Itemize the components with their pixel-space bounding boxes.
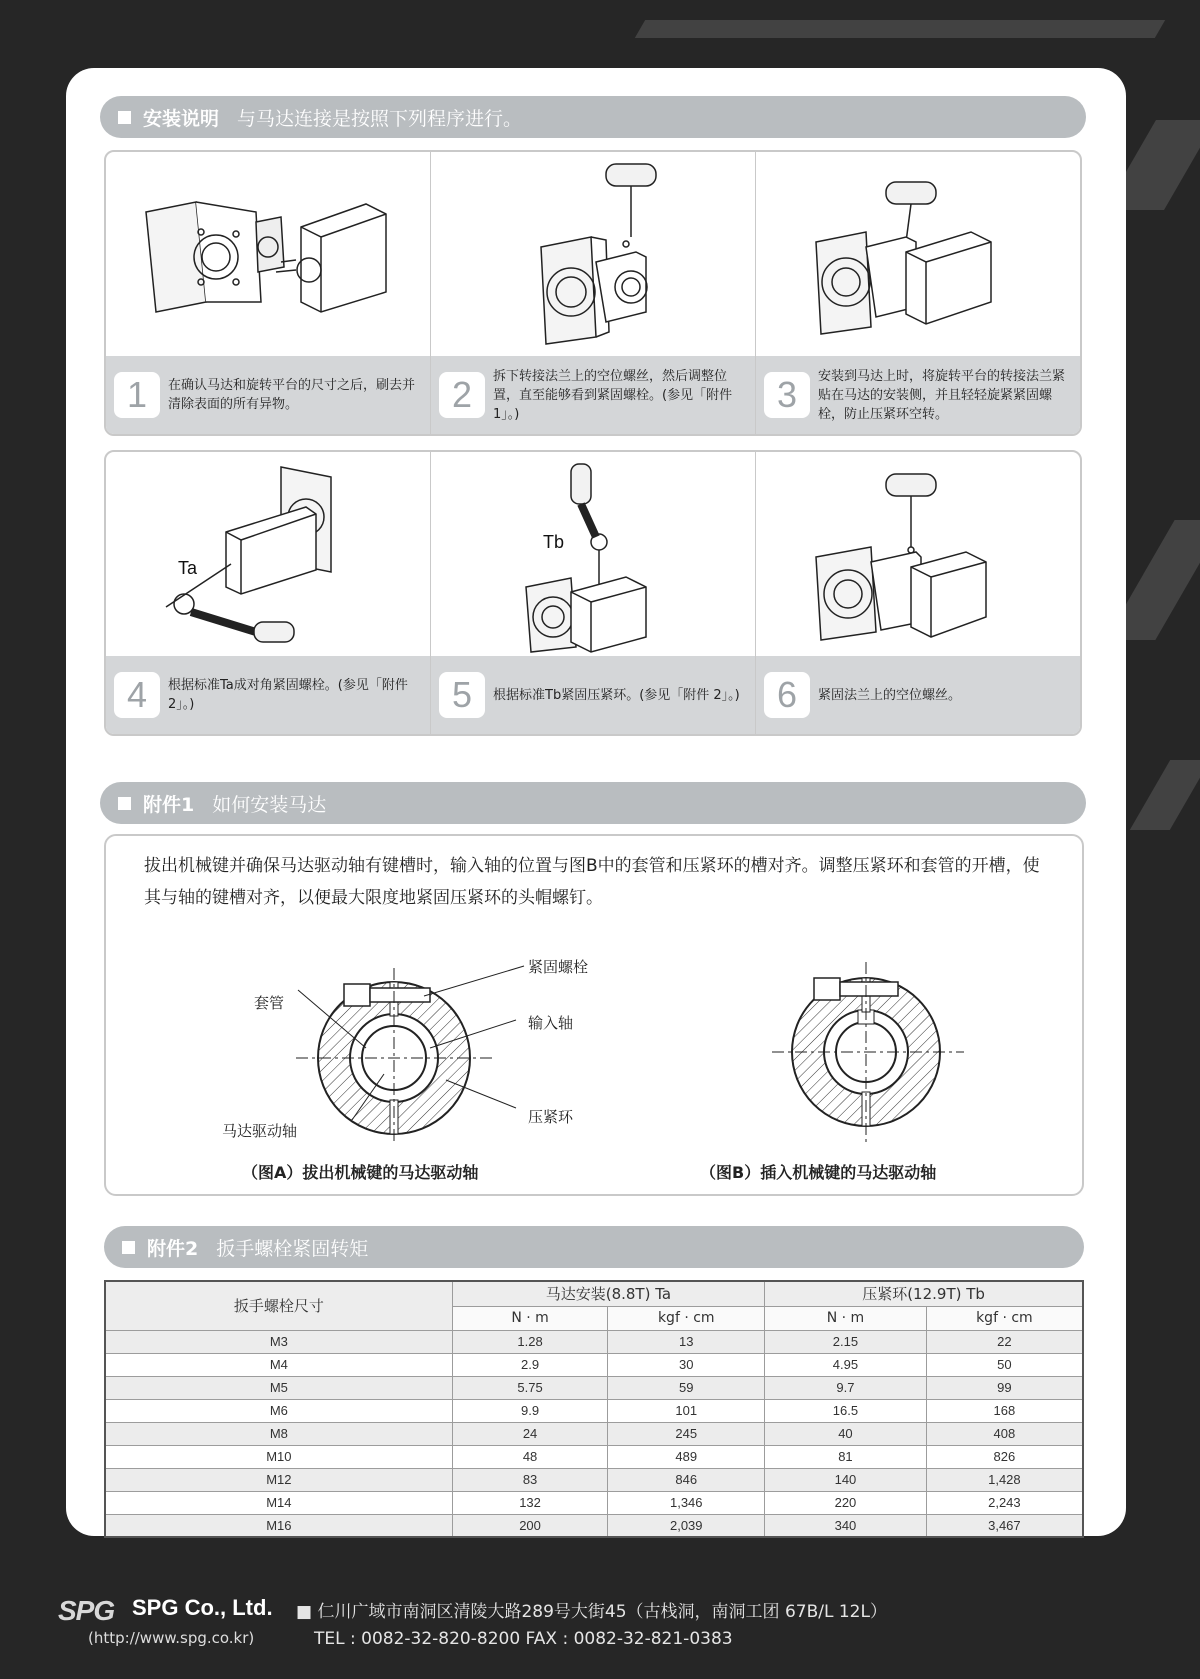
table-row xyxy=(105,1514,1083,1537)
appendix1-paragraph: 拔出机械键并确保马达驱动轴有键槽时，输入轴的位置与图B中的套管和压紧环的槽对齐。调整压紧环和套管的开槽，使其与轴的键槽对齐，以便最大限度地紧固压紧环的头帽螺钉。 xyxy=(144,856,1040,908)
table-cell-bolt-size: M10 xyxy=(105,1445,452,1468)
torque-table xyxy=(104,1280,1084,1538)
label-fastening-bolt: 紧固螺栓 xyxy=(528,958,589,976)
step-2-number: 2 xyxy=(439,372,485,418)
header-unit-kgf: kgf · cm xyxy=(926,1306,1083,1330)
company-name: SPG Co., Ltd. xyxy=(132,1595,273,1620)
install-heading-bold: 安装说明 xyxy=(143,107,220,130)
table-cell-value: 245 xyxy=(608,1422,765,1445)
table-row xyxy=(105,1330,1083,1353)
footer xyxy=(0,1585,1200,1679)
header-clamp-ring: 压紧环(12.9T) Tb xyxy=(765,1281,1083,1306)
table-cell-value: 1,346 xyxy=(608,1491,765,1514)
step-5-illustration xyxy=(431,452,751,656)
table-cell-value: 9.9 xyxy=(452,1399,608,1422)
company-address: ■ 仁川广域市南洞区清陵大路289号大街45（古栈洞，南洞工团 67B/L 12L） xyxy=(296,1602,887,1622)
square-bullet-icon xyxy=(118,111,131,124)
company-phone-fax: TEL : 0082-32-820-8200 FAX : 0082-32-821-0383 xyxy=(314,1629,733,1649)
step-6-caption xyxy=(756,656,1080,734)
step-4-number: 4 xyxy=(114,672,160,718)
table-cell-value: 83 xyxy=(452,1468,608,1491)
figure-a xyxy=(206,948,606,1148)
step-5-caption xyxy=(431,656,755,734)
table-cell-bolt-size: M12 xyxy=(105,1468,452,1491)
table-cell-value: 2.9 xyxy=(452,1353,608,1376)
table-cell-bolt-size: M6 xyxy=(105,1399,452,1422)
install-heading-text: 与马达连接是按照下列程序进行。 xyxy=(237,107,523,130)
appendix2-heading-bold: 附件2 xyxy=(147,1237,199,1260)
appendix2-heading-text: 扳手螺栓紧固转矩 xyxy=(216,1237,369,1260)
background-streak xyxy=(635,20,1165,38)
appendix1-heading-text: 如何安装马达 xyxy=(212,793,327,816)
step-6-text: 紧固法兰上的空位螺丝。 xyxy=(818,687,962,703)
table-cell-value: 1,428 xyxy=(926,1468,1083,1491)
table-cell-value: 3,467 xyxy=(926,1514,1083,1537)
table-row xyxy=(105,1376,1083,1399)
step-6-illustration xyxy=(756,452,1076,656)
table-cell-value: 9.7 xyxy=(765,1376,927,1399)
step-2-illustration xyxy=(431,152,751,356)
table-cell-value: 1.28 xyxy=(452,1330,608,1353)
table-cell-value: 2,243 xyxy=(926,1491,1083,1514)
label-motor-shaft: 马达驱动轴 xyxy=(222,1122,298,1140)
header-unit-kgf: kgf · cm xyxy=(608,1306,765,1330)
table-row xyxy=(105,1399,1083,1422)
table-cell-value: 340 xyxy=(765,1514,927,1537)
install-step-3 xyxy=(756,152,1080,434)
label-clamp-ring: 压紧环 xyxy=(528,1108,574,1126)
table-cell-value: 5.75 xyxy=(452,1376,608,1399)
install-step-1 xyxy=(106,152,431,434)
figure-b-caption: （图B）插入机械键的马达驱动轴 xyxy=(700,1163,937,1182)
step-1-caption xyxy=(106,356,430,434)
install-steps-row-2 xyxy=(104,450,1082,736)
step-1-illustration xyxy=(106,152,426,356)
step-4-text: 根据标准Ta成对角紧固螺栓。(参见「附件 2」。) xyxy=(168,678,408,712)
spg-logo: SPG xyxy=(58,1595,115,1626)
table-cell-value: 81 xyxy=(765,1445,927,1468)
table-row xyxy=(105,1445,1083,1468)
torque-label-ta: Ta xyxy=(178,558,198,578)
step-2-text: 拆下转接法兰上的空位螺丝，然后调整位置，直至能够看到紧固螺栓。(参见「附件 1」。) xyxy=(493,368,733,422)
figure-b-drawing xyxy=(702,948,1022,1148)
header-motor-mount: 马达安装(8.8T) Ta xyxy=(452,1281,764,1306)
figure-a-caption: （图A）拔出机械键的马达驱动轴 xyxy=(242,1163,479,1182)
table-cell-bolt-size: M4 xyxy=(105,1353,452,1376)
table-row xyxy=(105,1491,1083,1514)
table-cell-value: 22 xyxy=(926,1330,1083,1353)
label-input-shaft: 输入轴 xyxy=(528,1014,574,1032)
table-cell-value: 13 xyxy=(608,1330,765,1353)
install-step-6 xyxy=(756,452,1080,734)
step-1-number: 1 xyxy=(114,372,160,418)
table-cell-value: 826 xyxy=(926,1445,1083,1468)
table-cell-value: 40 xyxy=(765,1422,927,1445)
square-bullet-icon xyxy=(118,797,131,810)
step-5-text: 根据标准Tb紧固压紧环。(参见「附件 2」。) xyxy=(493,687,740,703)
table-cell-value: 408 xyxy=(926,1422,1083,1445)
figure-b xyxy=(702,948,1022,1148)
step-6-number: 6 xyxy=(764,672,810,718)
header-bolt-size: 扳手螺栓尺寸 xyxy=(105,1281,452,1330)
table-cell-value: 200 xyxy=(452,1514,608,1537)
table-cell-value: 220 xyxy=(765,1491,927,1514)
table-cell-value: 16.5 xyxy=(765,1399,927,1422)
table-cell-bolt-size: M16 xyxy=(105,1514,452,1537)
step-3-caption xyxy=(756,356,1080,434)
table-cell-value: 846 xyxy=(608,1468,765,1491)
table-cell-value: 2,039 xyxy=(608,1514,765,1537)
label-sleeve: 套管 xyxy=(254,994,285,1012)
step-3-text: 安装到马达上时，将旋转平台的转接法兰紧贴在马达的安装侧，并且轻轻旋紧紧固螺栓，防止压紧环空转。 xyxy=(818,368,1066,422)
appendix2-heading xyxy=(104,1226,1084,1268)
step-5-number: 5 xyxy=(439,672,485,718)
table-row xyxy=(105,1468,1083,1491)
step-4-caption xyxy=(106,656,430,734)
install-step-2 xyxy=(431,152,756,434)
header-unit-nm: N · m xyxy=(765,1306,927,1330)
step-1-text: 在确认马达和旋转平台的尺寸之后，刷去并清除表面的所有异物。 xyxy=(168,378,416,412)
step-3-number: 3 xyxy=(764,372,810,418)
table-cell-value: 99 xyxy=(926,1376,1083,1399)
table-cell-bolt-size: M3 xyxy=(105,1330,452,1353)
step-2-caption xyxy=(431,356,755,434)
table-cell-bolt-size: M5 xyxy=(105,1376,452,1399)
table-cell-value: 132 xyxy=(452,1491,608,1514)
install-step-5 xyxy=(431,452,756,734)
table-row xyxy=(105,1353,1083,1376)
table-cell-value: 50 xyxy=(926,1353,1083,1376)
table-cell-value: 24 xyxy=(452,1422,608,1445)
step-4-illustration xyxy=(106,452,426,656)
content-card xyxy=(66,68,1126,1536)
install-heading xyxy=(100,96,1086,138)
torque-label-tb: Tb xyxy=(543,532,565,552)
torque-table-body xyxy=(105,1330,1083,1537)
square-bullet-icon xyxy=(122,1241,135,1254)
header-unit-nm: N · m xyxy=(452,1306,608,1330)
appendix1-heading-bold: 附件1 xyxy=(143,793,195,816)
table-cell-bolt-size: M14 xyxy=(105,1491,452,1514)
step-3-illustration xyxy=(756,152,1076,356)
table-cell-value: 101 xyxy=(608,1399,765,1422)
table-cell-value: 4.95 xyxy=(765,1353,927,1376)
table-cell-value: 489 xyxy=(608,1445,765,1468)
table-cell-value: 2.15 xyxy=(765,1330,927,1353)
appendix1-heading xyxy=(100,782,1086,824)
table-cell-value: 30 xyxy=(608,1353,765,1376)
background-streak xyxy=(1130,760,1200,830)
table-cell-value: 59 xyxy=(608,1376,765,1399)
table-cell-bolt-size: M8 xyxy=(105,1422,452,1445)
table-row xyxy=(105,1422,1083,1445)
install-steps-row-1 xyxy=(104,150,1082,436)
table-cell-value: 168 xyxy=(926,1399,1083,1422)
table-cell-value: 140 xyxy=(765,1468,927,1491)
table-cell-value: 48 xyxy=(452,1445,608,1468)
install-step-4 xyxy=(106,452,431,734)
appendix1-box xyxy=(104,834,1084,1196)
company-url[interactable]: (http://www.spg.co.kr) xyxy=(88,1629,255,1647)
